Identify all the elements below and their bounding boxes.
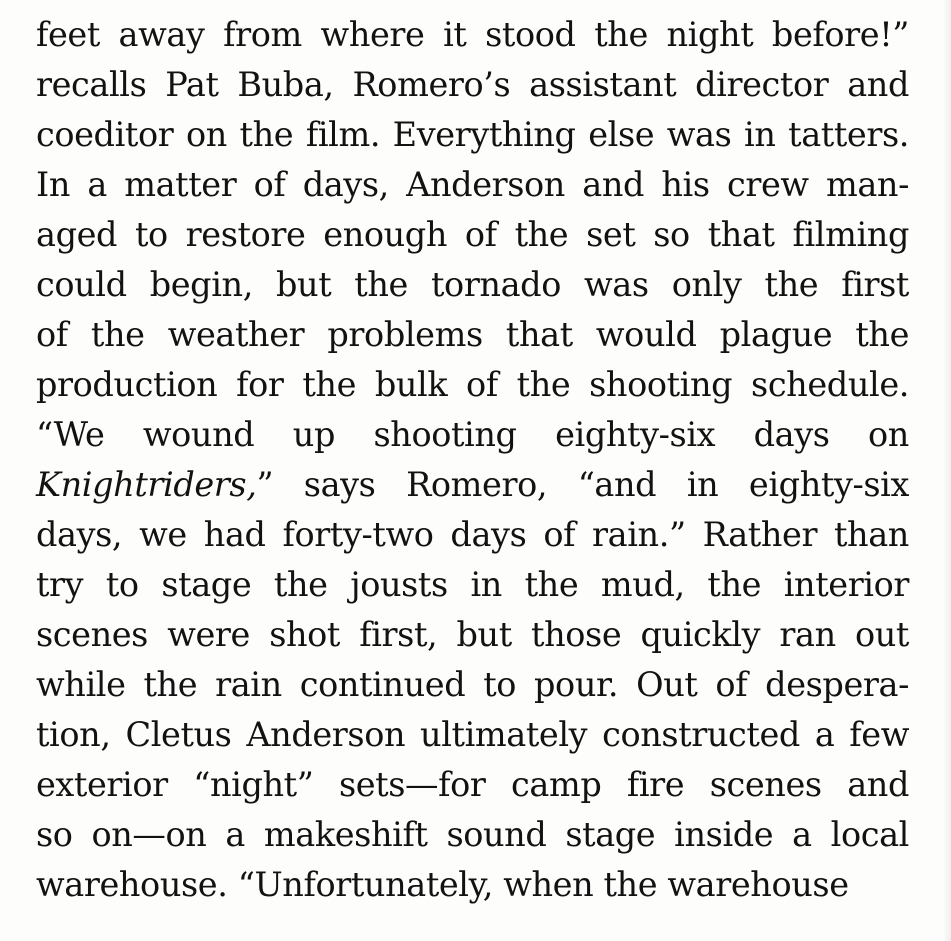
page-edge-shadow — [943, 0, 951, 941]
text-line: scenes were shot first, but those quickly ran out — [36, 615, 909, 654]
text-line — [36, 460, 909, 510]
text-line: could begin, but the tornado was only the first — [36, 265, 909, 304]
text-line: warehouse. “Unfortunately, when the warehouse — [36, 865, 849, 904]
text-line: of the weather problems that would plague the — [36, 315, 909, 354]
text-line: In a matter of days, Anderson and his crew man- — [36, 165, 909, 204]
text-line: production for the bulk of the shooting schedule. — [36, 365, 909, 404]
text-line: days, we had forty-two days of rain.” Rather than — [36, 515, 909, 554]
text-line-rest: ” says Romero, “and in eighty-six — [256, 465, 909, 504]
body-text — [36, 10, 909, 910]
text-line: “We wound up shooting eighty-six days on — [36, 415, 909, 454]
text-line: so on—on a makeshift sound stage inside a local — [36, 815, 909, 854]
text-line: aged to restore enough of the set so that filming — [36, 215, 909, 254]
text-line: exterior “night” sets—for camp fire scenes and — [36, 765, 909, 804]
text-line: try to stage the jousts in the mud, the interior — [36, 565, 909, 604]
text-line: while the rain continued to pour. Out of despera- — [36, 665, 909, 704]
text-line: tion, Cletus Anderson ultimately constructed a few — [36, 715, 909, 754]
text-line: recalls Pat Buba, Romero’s assistant director and — [36, 65, 909, 104]
film-title: Knightriders, — [36, 465, 257, 504]
text-line: feet away from where it stood the night before!” — [36, 15, 909, 54]
text-line: coeditor on the film. Everything else was in tatters. — [36, 115, 909, 154]
